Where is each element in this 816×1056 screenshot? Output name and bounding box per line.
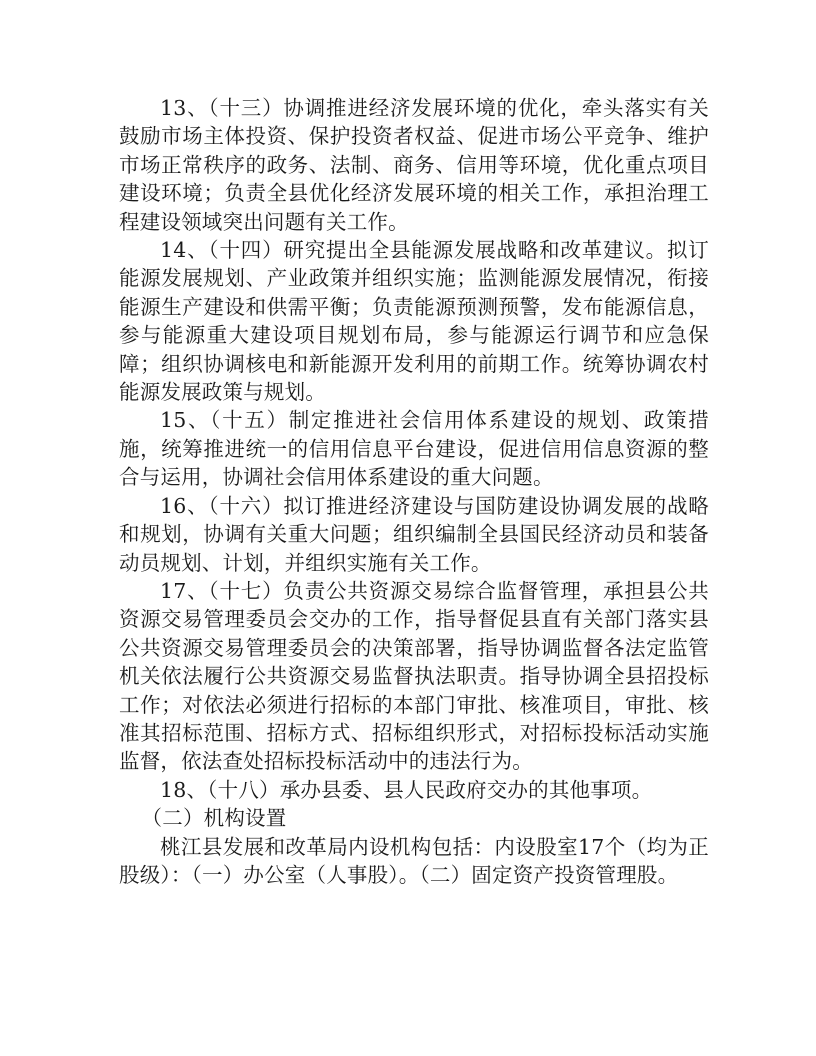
paragraph-14: 14、（十四）研究提出全县能源发展战略和改革建议。拟订能源发展规划、产业政策并组织实施；监测能源发展情况，衔接能源生产建设和供需平衡；负责能源预测预警，发布能源信息，参与能源重大建设项目规划布局，参与能源运行调节和应急保障；组织协调核电和新能源开发利用的前期工作。统筹协调农村能源发展政策与规划。 xyxy=(119,238,709,405)
paragraph-18: 18、（十八）承办县委、县人民政府交办的其他事项。 xyxy=(160,777,653,802)
institution-paragraph: 桃江县发展和改革局内设机构包括：内设股室17个（均为正股级）：（一）办公室（人事股）。（二）固定资产投资管理股。 xyxy=(119,834,709,887)
paragraph-13: 13、（十三）协调推进经济发展环境的优化，牵头落实有关鼓励市场主体投资、保护投资者权益、促进市场公平竞争、维护市场正常秩序的政务、法制、商务、信用等环境，优化重点项目建设环境；负责全县优化经济发展环境的相关工作，承担治理工程建设领域突出问题有关工作。 xyxy=(119,96,709,234)
paragraph-15: 15、（十五）制定推进社会信用体系建设的规划、政策措施，统筹推进统一的信用信息平台建设，促进信用信息资源的整合与运用，协调社会信用体系建设的重大问题。 xyxy=(119,408,709,490)
section-heading: （二）机构设置 xyxy=(141,806,287,831)
paragraph-16: 16、（十六）拟订推进经济建设与国防建设协调发展的战略和规划，协调有关重大问题；组织编制全县国民经济动员和装备动员规划、计划，并组织实施有关工作。 xyxy=(119,493,709,575)
document-body xyxy=(119,94,709,889)
paragraph-17: 17、（十七）负责公共资源交易综合监督管理，承担县公共资源交易管理委员会交办的工作，指导督促县直有关部门落实县公共资源交易管理委员会的决策部署，指导协调监督各法定监管机关依法履行公共资源交易监督执法职责。指导协调全县招投标工作；对依法必须进行招标的本部门审批、核准项目，审批、核准其招标范围、招标方式、招标组织形式，对招标投标活动实施监督，依法查处招标投标活动中的违法行为。 xyxy=(119,578,709,774)
